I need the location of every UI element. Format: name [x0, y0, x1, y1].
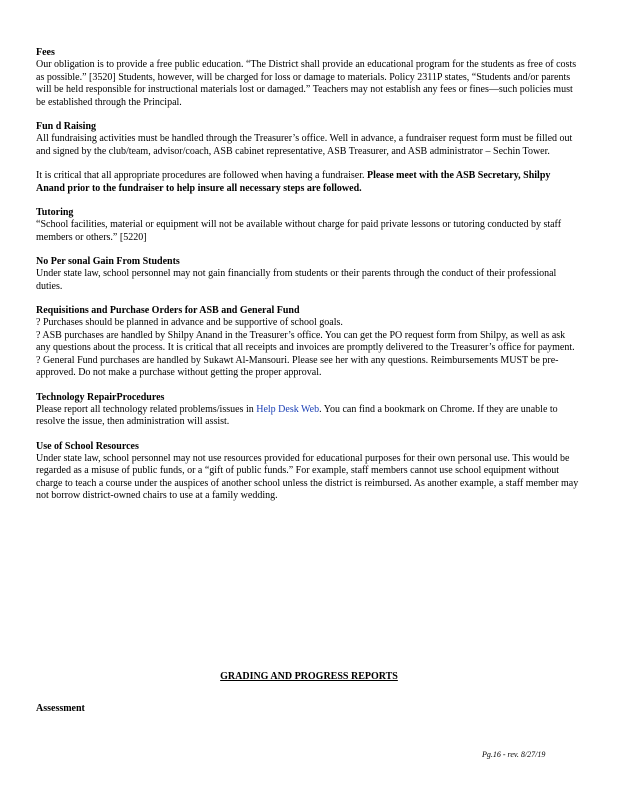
section-tutoring	[36, 207, 581, 244]
report-title-text: GRADING AND PROGRESS REPORTS	[220, 671, 398, 682]
section-body-2	[36, 170, 581, 195]
help-desk-link[interactable]: Help Desk Web	[256, 403, 320, 415]
section-requisitions	[36, 305, 581, 380]
section-heading: Tutoring	[36, 207, 74, 218]
list-item: ? Purchases should be planned in advance and be supportive of school goals.	[36, 317, 343, 328]
section-body: “School facilities, material or equipment will not be available without charge for paid private lessons or tutoring conducted by staff members or others.” [5220]	[36, 219, 562, 243]
section-body: Under state law, school personnel may not gain financially from students or their parents through the conduct of their professional duties.	[36, 268, 557, 292]
section-heading: Technology RepairProcedures	[36, 391, 165, 403]
section-heading: Requisitions and Purchase Orders for ASB and General Fund	[36, 305, 300, 316]
section-use-of-resources	[36, 441, 581, 503]
section-heading: Fees	[36, 47, 55, 58]
body-text: Please report all technology related problems/issues in	[36, 403, 257, 415]
section-technology	[36, 392, 581, 429]
section-heading: Fun d Raising	[36, 121, 97, 132]
section-fees	[36, 47, 581, 109]
assessment-heading: Assessment	[36, 703, 85, 714]
document-body	[36, 47, 581, 515]
section-heading: Use of School Resources	[36, 440, 139, 452]
body-bold-text: Please meet with the ASB Secretary, Shilpy Anand prior to the fundraiser to help insure all necessary steps are followed.	[36, 170, 551, 194]
section-body	[36, 404, 581, 429]
section-body: Under state law, school personnel may not use resources provided for educational purposes for their own personal use. This would be regarded as a misuse of public funds, or a “gift of public funds.” For example, staff members cannot use school equipment without charge to teach a course under the auspices of another school unless the district is reimbursed. As another example, a staff member may not borrow district-owned chairs to use at a family wedding.	[36, 452, 579, 501]
page-footer: Pg.16 - rev. 8/27/19	[482, 750, 546, 759]
body-normal-text: It is critical that all appropriate procedures are followed when having a fundraiser.	[36, 170, 365, 181]
list-item: ? ASB purchases are handled by Shilpy Anand in the Treasurer’s office. You can get the PO request form from Shilpy, as well as ask any questions about the process. It is critical that all receipts and invoices are promptly delivered to the Treasurer’s office for payment.	[36, 329, 575, 353]
section-fund-raising	[36, 121, 581, 195]
body-text: . You can find a bookmark on Chrome. If they are unable to resolve the issue, then administration will assist.	[36, 403, 558, 427]
report-title	[0, 671, 618, 682]
list-item: ? General Fund purchases are handled by Sukawt Al-Mansouri. Please see her with any questions. Reimbursements MUST be pre-approved. Do not make a purchase without getting the proper approval.	[36, 354, 559, 378]
section-body: All fundraising activities must be handled through the Treasurer’s office. Well in advance, a fundraiser request form must be filled out and signed by the club/team, advisor/coach, ASB cabinet representative, ASB Treasurer, and ASB administrator – Sechin Tower.	[36, 133, 573, 157]
section-body: Our obligation is to provide a free public education. “The District shall provide an educational program for the students as free of costs as possible.” [3520] Students, however, will be charged for loss or damage to materials. Policy 2311P states, “Students and/or parents will be held responsible for instructional materials lost or damaged.” Teachers may not establish any fees or fines—such policies must be established through the Principal.	[36, 59, 577, 108]
section-no-personal-gain	[36, 256, 581, 293]
section-heading: No Per sonal Gain From Students	[36, 256, 180, 267]
